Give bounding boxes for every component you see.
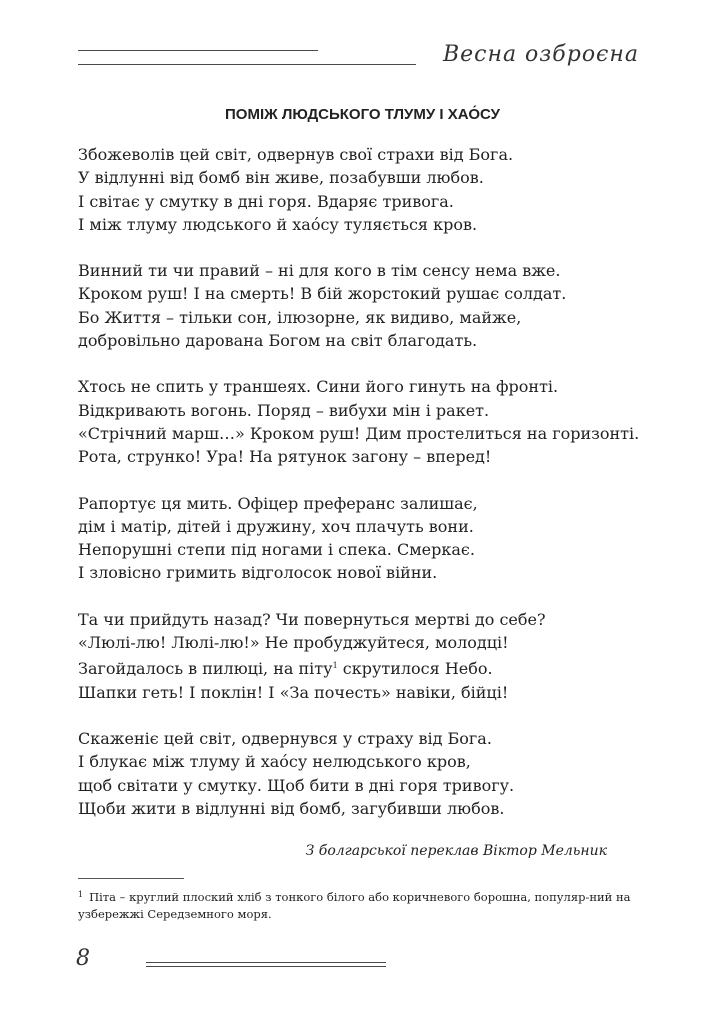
poem-line: Винний ти чи правий – ні для кого в тім сенсу нема вже. [78, 261, 561, 281]
poem-line: І світає у смутку в дні горя. Вдаряє тривога. [78, 191, 454, 211]
poem-line-with-footnote [78, 654, 678, 680]
poem-line: добровільно дарована Богом на світ благодать. [78, 331, 478, 351]
poem-line: І зловісно гримить відголосок нової війни. [78, 563, 438, 583]
footnote-text: Піта – круглий плоский хліб з тонкого білого або коричневого борошна, популяр-ний на узбережжі Середземного моря. [78, 890, 631, 921]
footer-rule-top [146, 962, 386, 963]
footnote-rule [78, 878, 184, 879]
poem-line: Бо Життя – тільки сон, ілюзорне, як видиво, майже, [78, 307, 522, 327]
header-rule-bottom [78, 64, 416, 65]
header-rule-top [78, 50, 318, 51]
footer-rule-bottom [146, 966, 386, 967]
footnote [78, 886, 644, 923]
footnote-mark: 1 [78, 890, 84, 899]
stanza-4 [78, 492, 678, 585]
poem-line: дім і матір, дітей і дружину, хоч плачуть вони. [78, 516, 474, 536]
translator-credit: З болгарської переклав Віктор Мельник [305, 843, 607, 859]
poem-line: Кроком руш! І на смерть! В бій жорстокий рушає солдат. [78, 284, 567, 304]
page-number: 8 [76, 946, 90, 971]
poem-line: «Стрічний марш…» Кроком руш! Дим простелиться на горизонті. [78, 423, 640, 443]
poem-line: У відлунні від бомб він живе, позабувши любов. [78, 168, 484, 188]
poem-line: щоб світати у смутку. Щоб бити в дні горя тривогу. [78, 775, 515, 795]
poem-line: Непорушні степи під ногами і спека. Смеркає. [78, 540, 475, 560]
poem-line: Збожеволів цей світ, одвернув свої страхи від Бога. [78, 145, 514, 164]
stanza-5 [78, 608, 678, 704]
poem-line: І між тлуму людського й хао́су туляється кров. [78, 214, 478, 234]
poem-line: Рота, струнко! Ура! На рятунок загону – вперед! [78, 447, 492, 467]
poem-line: Відкривають вогонь. Поряд – вибухи мін і ракет. [78, 400, 490, 420]
poem-line: Та чи прийдуть назад? Чи повернуться мертві до себе? [78, 609, 546, 629]
poem-title: ПОМІЖ ЛЮДСЬКОГО ТЛУМУ І ХАО́СУ [225, 106, 500, 123]
poem-line: Щоби жити в відлунні від бомб, загубивши любов. [78, 798, 505, 818]
line-text: Загойдалось в пилюці, на піту [78, 659, 333, 679]
poem-line: Шапки геть! І поклін! І «За почесть» навіки, бійці! [78, 682, 509, 702]
poem-line: «Люлі-лю! Люлі-лю!» Не пробуджуйтеся, молодці! [78, 633, 509, 653]
line-text: скрутилося Небо. [337, 659, 493, 679]
stanza-2 [78, 259, 678, 352]
poem-line: Скаженіє цей світ, одвернувся у страху від Бога. [78, 728, 492, 748]
poem-body [78, 143, 678, 843]
stanza-6 [78, 727, 678, 820]
stanza-1 [78, 143, 678, 236]
running-title: Весна озброєна [442, 42, 639, 67]
poem-line: І блукає між тлуму й хао́су нелюдського кров, [78, 752, 471, 772]
poem-line: Хтось не спить у траншеях. Сини його гинуть на фронті. [78, 377, 559, 397]
poem-line: Рапортує ця мить. Офіцер преферанс залишає, [78, 493, 478, 513]
footnote-reference[interactable]: 1 [332, 661, 338, 671]
stanza-3 [78, 375, 678, 468]
